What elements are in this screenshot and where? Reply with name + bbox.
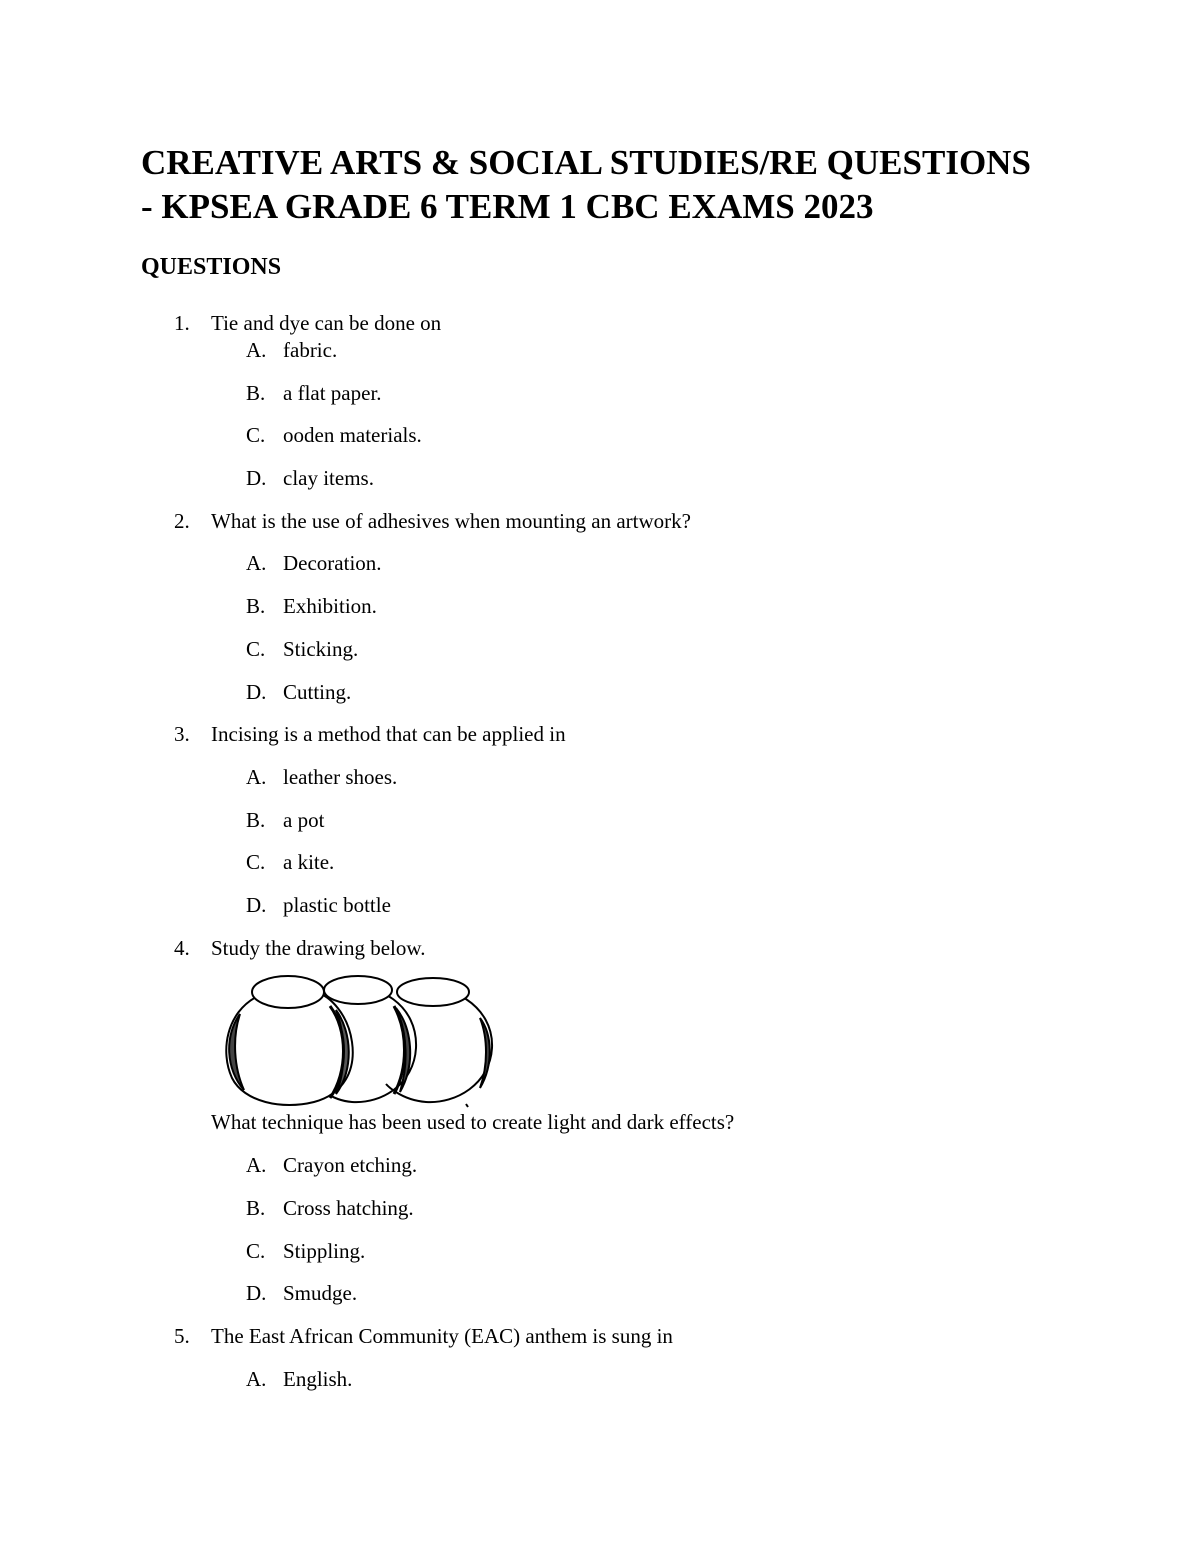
option-text: Decoration.: [283, 551, 382, 575]
question-text: Study the drawing below.: [211, 936, 426, 960]
option-letter: D.: [246, 1281, 267, 1305]
title-line-1: CREATIVE ARTS & SOCIAL STUDIES/RE QUESTIONS: [141, 143, 1031, 182]
option-text: Exhibition.: [283, 594, 377, 618]
option-letter: B.: [246, 1196, 266, 1220]
option-text: a flat paper.: [283, 381, 382, 405]
question-number: 5.: [174, 1324, 190, 1348]
question-number: 1.: [174, 311, 190, 335]
option-letter: B.: [246, 594, 266, 618]
option-text: English.: [283, 1367, 353, 1391]
question-number: 2.: [174, 509, 190, 533]
question-text: What technique has been used to create light and dark effects?: [211, 1110, 735, 1134]
option-letter: A.: [246, 551, 267, 575]
question-number: 4.: [174, 936, 190, 960]
question-text: The East African Community (EAC) anthem is sung in: [211, 1324, 673, 1348]
option-text: Crayon etching.: [283, 1153, 418, 1177]
option-letter: A.: [246, 1153, 267, 1177]
option-letter: A.: [246, 338, 267, 362]
option-letter: C.: [246, 1239, 266, 1263]
section-heading: QUESTIONS: [141, 254, 282, 280]
option-letter: D.: [246, 680, 267, 704]
three-pots-drawing-icon: [218, 966, 502, 1108]
title-line-2: - KPSEA GRADE 6 TERM 1 CBC EXAMS 2023: [141, 187, 874, 226]
option-text: Smudge.: [283, 1281, 358, 1305]
question-number: 3.: [174, 722, 190, 746]
option-letter: A.: [246, 1367, 267, 1391]
option-text: Sticking.: [283, 637, 359, 661]
option-text: plastic bottle: [283, 893, 391, 917]
option-letter: B.: [246, 381, 266, 405]
option-text: fabric.: [283, 338, 338, 362]
option-letter: B.: [246, 808, 266, 832]
option-text: Stippling.: [283, 1239, 366, 1263]
option-text: ooden materials.: [283, 423, 422, 447]
option-text: Cross hatching.: [283, 1196, 414, 1220]
option-letter: D.: [246, 893, 267, 917]
option-text: a pot: [283, 808, 325, 832]
question-text: What is the use of adhesives when mounting an artwork?: [211, 509, 691, 533]
option-letter: D.: [246, 466, 267, 490]
question-text: Incising is a method that can be applied in: [211, 722, 566, 746]
question-text: Tie and dye can be done on: [211, 311, 442, 335]
option-letter: A.: [246, 765, 267, 789]
option-text: leather shoes.: [283, 765, 398, 789]
option-letter: C.: [246, 850, 266, 874]
option-letter: C.: [246, 423, 266, 447]
option-letter: C.: [246, 637, 266, 661]
option-text: a kite.: [283, 850, 335, 874]
document-title: [141, 141, 1101, 229]
option-text: Cutting.: [283, 680, 352, 704]
option-text: clay items.: [283, 466, 374, 490]
